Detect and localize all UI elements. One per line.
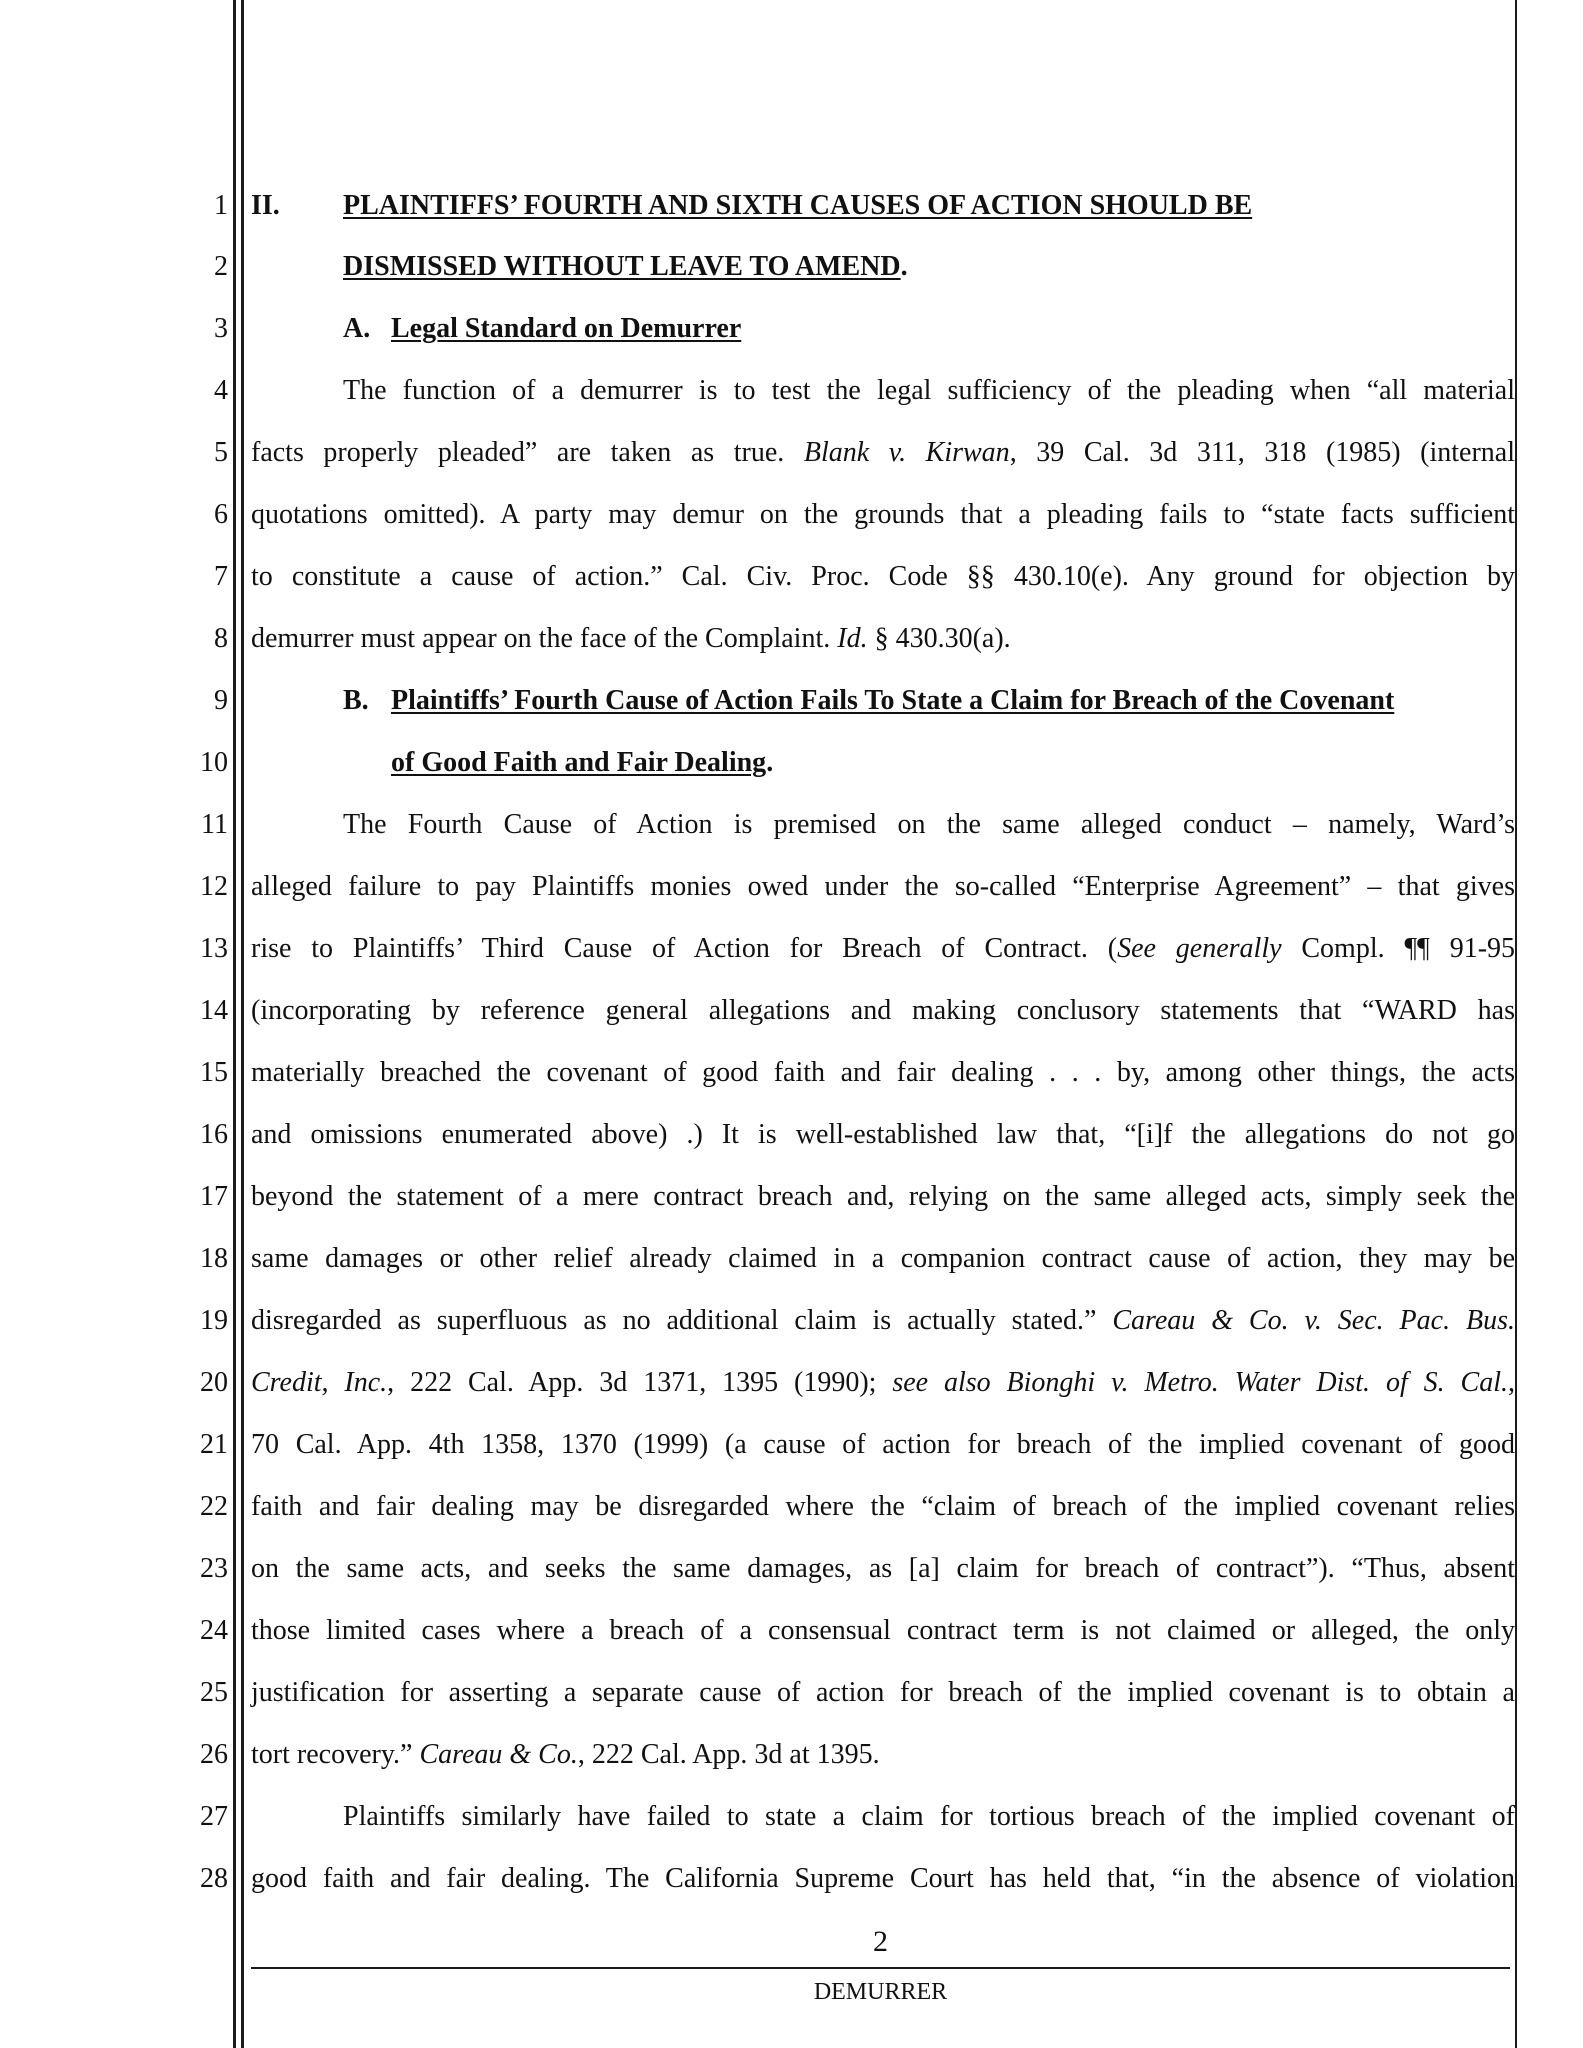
- subsection-title-period: .: [766, 747, 774, 778]
- signal-phrase: See generally: [1117, 933, 1282, 964]
- body-line: alleged failure to pay Plaintiffs monies owed under the so-called “Enterprise Agreement” – that gives: [251, 871, 1515, 902]
- case-citation: Blank v. Kirwan: [803, 437, 1010, 468]
- line-number: 15: [200, 1057, 228, 1088]
- section-title-line1: PLAINTIFFS’ FOURTH AND SIXTH CAUSES OF ACTION SHOULD BE: [343, 190, 1253, 221]
- body-line: faith and fair dealing may be disregarded where the “claim of breach of the implied covenant relies: [251, 1491, 1515, 1522]
- right-margin-rule: [1515, 0, 1517, 2048]
- line-number: 6: [214, 499, 228, 530]
- body-line: disregarded as superfluous as no additional claim is actually stated.” Careau & Co. v. Sec. Pac. Bus.: [251, 1305, 1516, 1336]
- line-number: 3: [214, 313, 228, 344]
- body-line: demurrer must appear on the face of the Complaint. Id. § 430.30(a).: [251, 623, 1011, 654]
- page-number: 2: [873, 1925, 888, 1958]
- line-number: 23: [200, 1553, 228, 1584]
- line-number: 20: [200, 1367, 228, 1398]
- subsection-title: Legal Standard on Demurrer: [391, 313, 742, 344]
- body-line: Credit, Inc., 222 Cal. App. 3d 1371, 1395 (1990); see also Bionghi v. Metro. Water Dist. of S. Cal.,: [251, 1367, 1515, 1398]
- line-number: 27: [200, 1801, 228, 1832]
- case-citation: see also Bionghi v. Metro. Water Dist. of S. Cal.: [892, 1367, 1508, 1398]
- subsection-title-line1: Plaintiffs’ Fourth Cause of Action Fails To State a Claim for Breach of the Covenant: [391, 685, 1395, 716]
- line-number: 10: [200, 747, 228, 778]
- section-heading-ii: [251, 191, 1515, 221]
- body-line: The Fourth Cause of Action is premised on the same alleged conduct – namely, Ward’s: [343, 809, 1515, 840]
- line-number: 19: [200, 1305, 228, 1336]
- body-line: same damages or other relief already claimed in a companion contract cause of action, they may be: [251, 1243, 1515, 1274]
- line-number: 22: [200, 1491, 228, 1522]
- line-number: 28: [200, 1863, 228, 1894]
- section-heading-ii-cont: [251, 252, 1515, 282]
- body-line: (incorporating by reference general allegations and making conclusory statements that “WARD has: [251, 995, 1515, 1026]
- line-number: 1: [214, 190, 228, 221]
- body-line: The function of a demurrer is to test the legal sufficiency of the pleading when “all material: [343, 375, 1515, 406]
- section-title-line2: DISMISSED WITHOUT LEAVE TO AMEND: [343, 251, 901, 282]
- body-line: on the same acts, and seeks the same damages, as [a] claim for breach of contract”). “Thus, absent: [251, 1553, 1515, 1584]
- section-number: II.: [251, 190, 280, 221]
- subsection-letter: B.: [343, 685, 369, 716]
- case-citation: Credit, Inc.: [251, 1367, 388, 1398]
- body-line: tort recovery.” Careau & Co., 222 Cal. App. 3d at 1395.: [251, 1739, 880, 1770]
- line-number: 26: [200, 1739, 228, 1770]
- case-citation: Id.: [837, 623, 868, 654]
- line-number: 14: [200, 995, 228, 1026]
- body-line: good faith and fair dealing. The California Supreme Court has held that, “in the absence of violation: [251, 1863, 1515, 1894]
- line-number: 4: [214, 375, 228, 406]
- line-number: 21: [200, 1429, 228, 1460]
- case-citation: Careau & Co. v. Sec. Pac. Bus.: [1112, 1305, 1516, 1336]
- body-line: 70 Cal. App. 4th 1358, 1370 (1999) (a cause of action for breach of the implied covenant of good: [251, 1429, 1515, 1460]
- body-line: materially breached the covenant of good faith and fair dealing . . . by, among other things, the acts: [251, 1057, 1515, 1088]
- line-number: 9: [214, 685, 228, 716]
- body-line: beyond the statement of a mere contract breach and, relying on the same alleged acts, simply seek the: [251, 1181, 1515, 1212]
- line-number: 5: [214, 437, 228, 468]
- left-margin-rule-inner: [241, 0, 244, 2048]
- line-number: 8: [214, 623, 228, 654]
- section-title-period: .: [900, 251, 908, 282]
- case-citation: Careau & Co.: [419, 1739, 578, 1770]
- line-number: 11: [201, 809, 228, 840]
- body-line: justification for asserting a separate cause of action for breach of the implied covenant is to obtain a: [251, 1677, 1515, 1708]
- subsection-title-line2: of Good Faith and Fair Dealing: [391, 747, 767, 778]
- footer-rule: [251, 1967, 1510, 1969]
- body-line: rise to Plaintiffs’ Third Cause of Action for Breach of Contract. (See generally Compl. ¶¶ 91-95: [251, 933, 1516, 964]
- body-line: facts properly pleaded” are taken as true. Blank v. Kirwan, 39 Cal. 3d 311, 318 (1985) (internal: [251, 437, 1515, 468]
- line-number: 2: [214, 251, 228, 282]
- line-number: 13: [200, 933, 228, 964]
- line-number: 24: [200, 1615, 228, 1646]
- line-number: 16: [200, 1119, 228, 1150]
- line-number: 25: [200, 1677, 228, 1708]
- line-number: 17: [200, 1181, 228, 1212]
- line-number: 12: [200, 871, 228, 902]
- left-margin-rule-outer: [233, 0, 236, 2048]
- body-line: Plaintiffs similarly have failed to state a claim for tortious breach of the implied covenant of: [343, 1801, 1515, 1832]
- body-line: to constitute a cause of action.” Cal. Civ. Proc. Code §§ 430.10(e). Any ground for objection by: [251, 561, 1515, 592]
- line-number: 7: [214, 561, 228, 592]
- line-number: 18: [200, 1243, 228, 1274]
- body-line: and omissions enumerated above) .) It is well-established law that, “[i]f the allegations do not go: [251, 1119, 1515, 1150]
- subsection-heading-b-cont: [251, 748, 1515, 778]
- subsection-heading-a: [251, 314, 1515, 344]
- footer-title: DEMURRER: [813, 1979, 948, 2005]
- body-line: those limited cases where a breach of a consensual contract term is not claimed or alleged, the only: [251, 1615, 1515, 1646]
- body-line: quotations omitted). A party may demur on the grounds that a pleading fails to “state facts sufficient: [251, 499, 1515, 530]
- subsection-heading-b: [251, 686, 1515, 716]
- subsection-letter: A.: [343, 313, 371, 344]
